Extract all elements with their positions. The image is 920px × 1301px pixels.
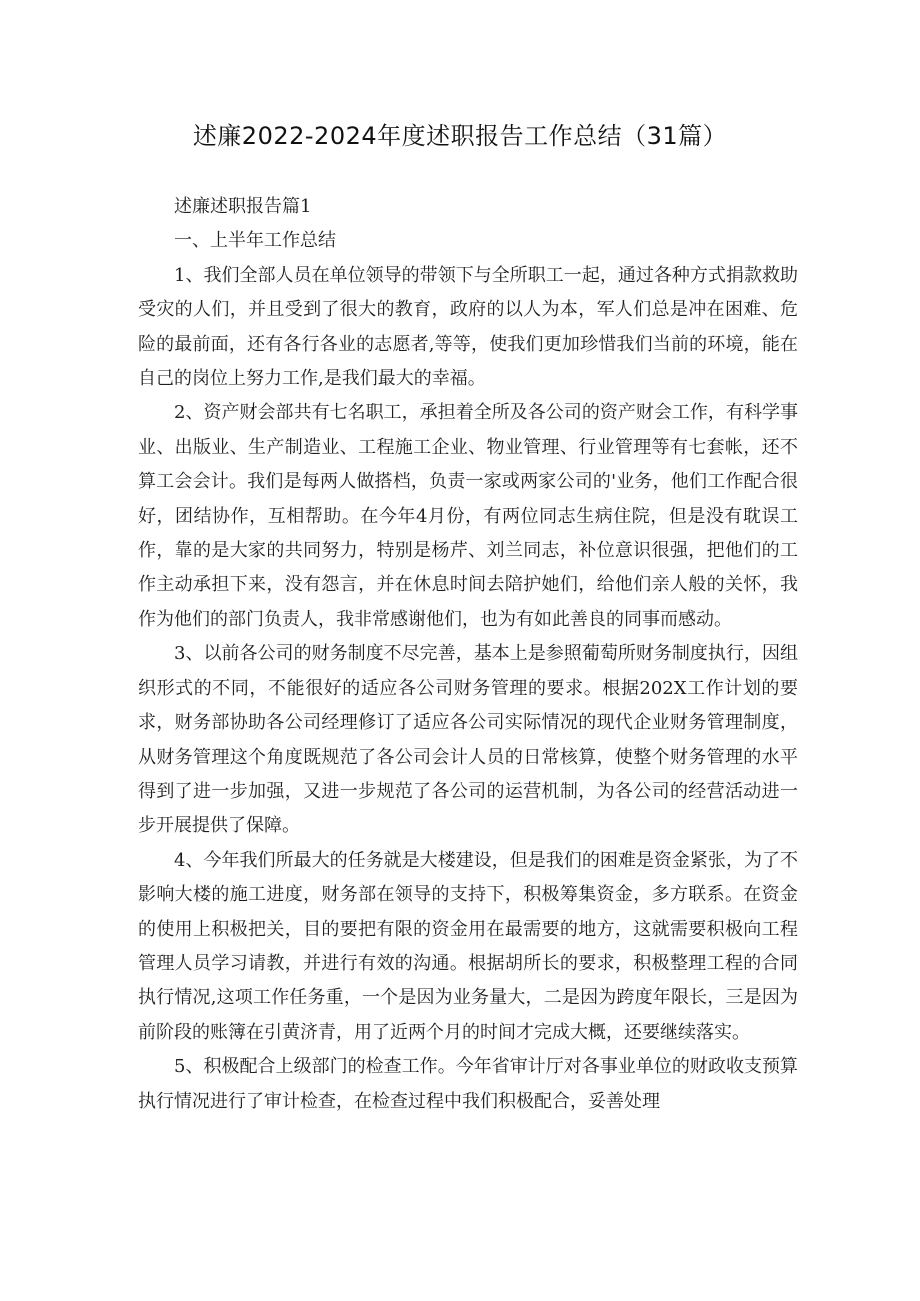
paragraph-3: 3、以前各公司的财务制度不尽完善，基本上是参照葡萄所财务制度执行，因组织形式的不同，不能很好的适应各公司财务管理的要求。根据202X工作计划的要求，财务部协助各公司经理修订了适应各公司实际情况的现代企业财务管理制度，从财务管理这个角度既规范了各公司会计人员的日常核算，使整个财务管理的水平得到了进一步加强，又进一步规范了各公司的运营机制，为各公司的经营活动进一步开展提供了保障。 (138, 643, 798, 837)
paragraph-4: 4、今年我们所最大的任务就是大楼建设，但是我们的困难是资金紧张，为了不影响大楼的施工进度，财务部在领导的支持下，积极筹集资金，多方联系。在资金的使用上积极把关，目的要把有限的资金用在最需要的地方，这就需要积极向工程管理人员学习请教，并进行有效的沟通。根据胡所长的要求，积极整理工程的合同执行情况,这项工作任务重，一个是因为业务量大，二是因为跨度年限长，三是因为前阶段的账簿在引黄济青，用了近两个月的时间才完成大概，还要继续落实。 (138, 849, 798, 1043)
paragraph-1: 1、我们全部人员在单位领导的带领下与全所职工一起，通过各种方式捐款救助受灾的人们，并且受到了很大的教育，政府的以人为本，军人们总是冲在困难、危险的最前面，还有各行各业的志愿者,等等，使我们更加珍惜我们当前的环境，能在自己的岗位上努力工作,是我们最大的幸福。 (138, 264, 798, 390)
document-body (138, 190, 798, 1119)
paragraph-5: 5、积极配合上级部门的检查工作。今年省审计厅对各事业单位的财政收支预算执行情况进行了审计检查，在检查过程中我们积极配合，妥善处理 (138, 1056, 798, 1112)
document-title: 述廉2022-2024年度述职报告工作总结（31篇） (192, 122, 728, 150)
section-heading: 述廉述职报告篇1 (174, 196, 312, 217)
paragraph-2: 2、资产财会部共有七名职工，承担着全所及各公司的资产财会工作，有科学事业、出版业、生产制造业、工程施工企业、物业管理、行业管理等有七套帐，还不算工会会计。我们是每两人做搭档，负责一家或两家公司的'业务，他们工作配合很好，团结协作，互相帮助。在今年4月份，有两位同志生病住院，但是没有耽误工作，靠的是大家的共同努力，特别是杨芹、刘兰同志，补位意识很强，把他们的工作主动承担下来，没有怨言，并在休息时间去陪护她们，给他们亲人般的关怀，我作为他们的部门负责人，我非常感谢他们，也为有如此善良的同事而感动。 (138, 402, 798, 630)
sub-heading: 一、上半年工作总结 (174, 230, 336, 252)
